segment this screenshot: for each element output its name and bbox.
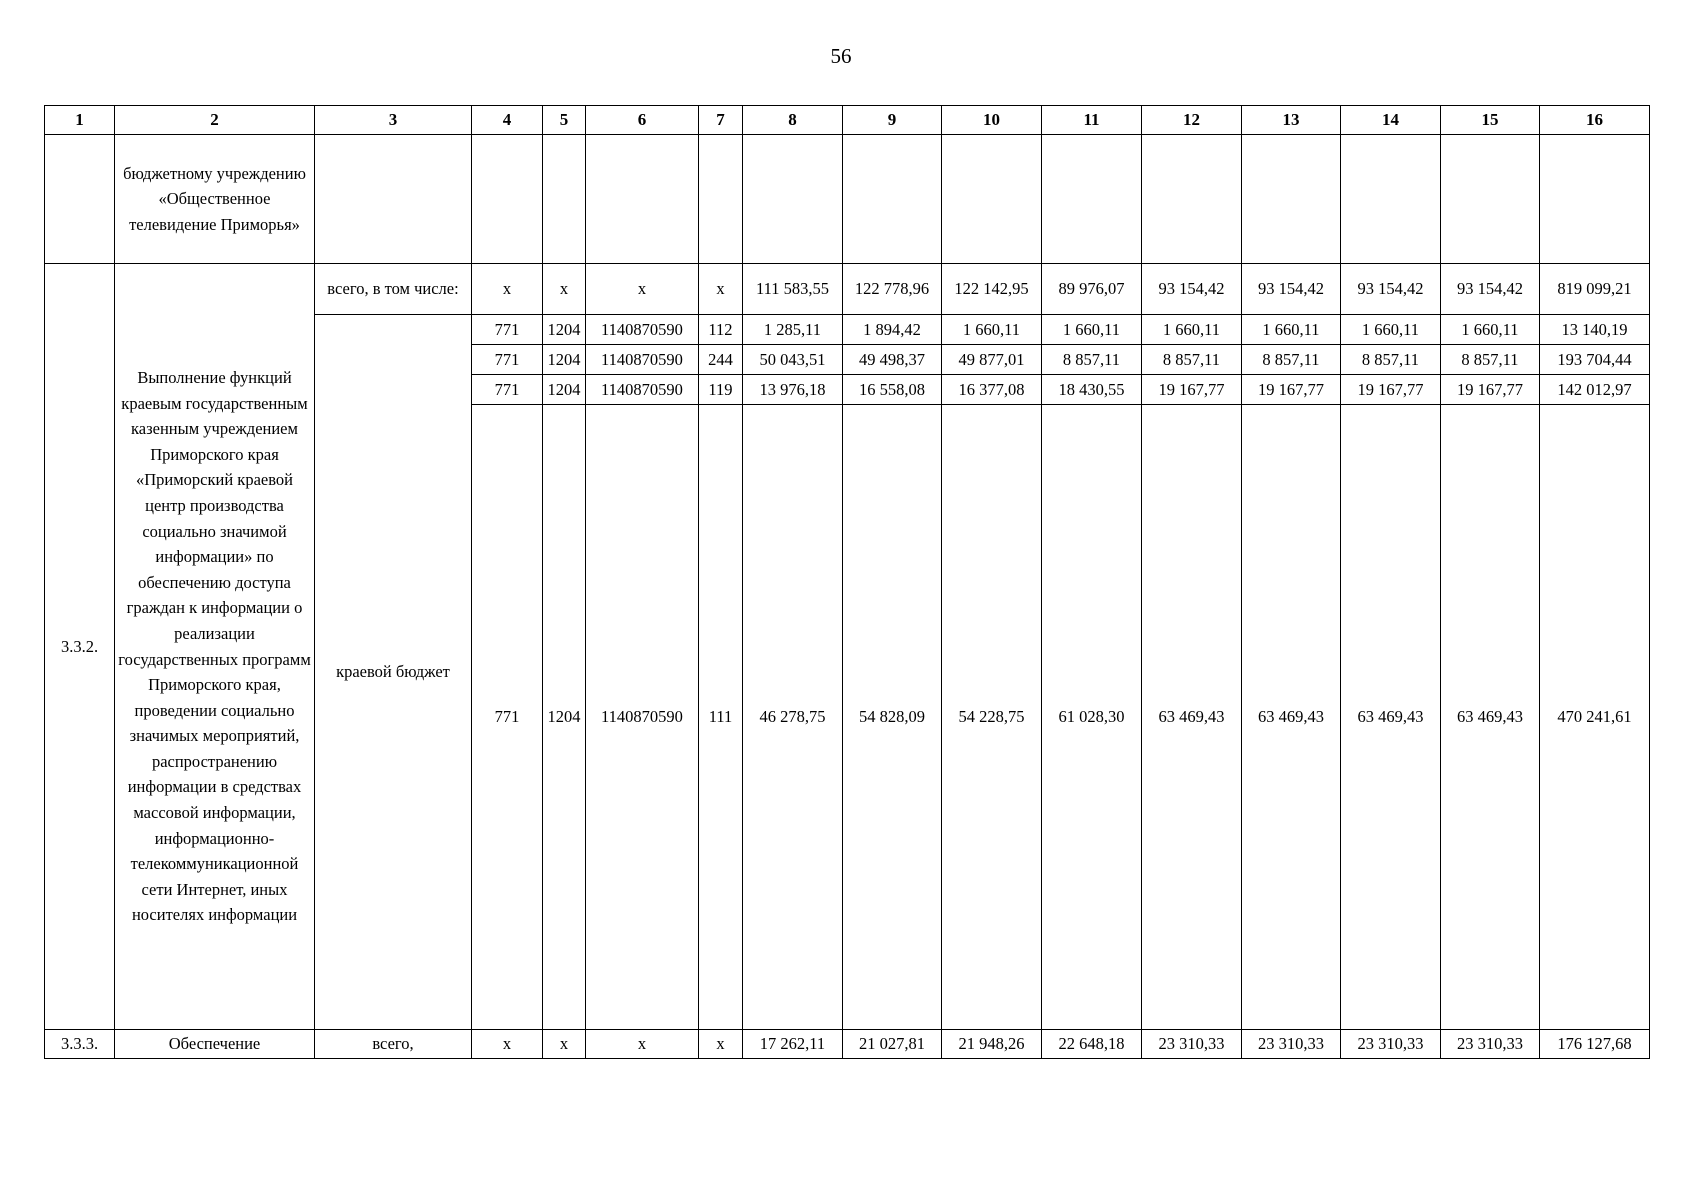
table-cell: 1204 [543, 375, 586, 405]
table-cell: 89 976,07 [1042, 264, 1142, 315]
table-cell: 8 857,11 [1441, 345, 1540, 375]
table-cell: 1 894,42 [843, 315, 942, 345]
table-cell: 771 [472, 375, 543, 405]
budget-table [44, 105, 1650, 1059]
table-cell: 63 469,43 [1441, 405, 1540, 1030]
column-header: 12 [1142, 106, 1242, 135]
table-cell: x [699, 1030, 743, 1059]
table-cell: 819 099,21 [1540, 264, 1650, 315]
column-header: 10 [942, 106, 1042, 135]
table-cell: 50 043,51 [743, 345, 843, 375]
table-cell: 1140870590 [586, 375, 699, 405]
intro-description: бюджетному учреждению «Общественное телевидение Приморья» [115, 135, 315, 264]
table-cell: 63 469,43 [1341, 405, 1441, 1030]
column-header: 16 [1540, 106, 1650, 135]
table-cell: x [543, 1030, 586, 1059]
table-cell: 21 027,81 [843, 1030, 942, 1059]
table-cell: x [472, 264, 543, 315]
column-header: 9 [843, 106, 942, 135]
column-header: 5 [543, 106, 586, 135]
table-cell: 19 167,77 [1142, 375, 1242, 405]
column-header: 6 [586, 106, 699, 135]
table-cell: 23 310,33 [1242, 1030, 1341, 1059]
table-cell: 49 498,37 [843, 345, 942, 375]
section-index-333: 3.3.3. [45, 1030, 115, 1059]
table-cell: 1 660,11 [1441, 315, 1540, 345]
table-cell: 142 012,97 [1540, 375, 1650, 405]
table-cell: 54 828,09 [843, 405, 942, 1030]
section-description-333: Обеспечение [115, 1030, 315, 1059]
table-cell: 16 377,08 [942, 375, 1042, 405]
table-cell: 23 310,33 [1441, 1030, 1540, 1059]
source-label-332: краевой бюджет [315, 315, 472, 1030]
table-cell: 119 [699, 375, 743, 405]
table-cell: 13 976,18 [743, 375, 843, 405]
column-header: 4 [472, 106, 543, 135]
table-cell: 8 857,11 [1242, 345, 1341, 375]
table-cell: 771 [472, 405, 543, 1030]
section-description-332: Выполнение функций краевым государственным казенным учреждением Приморского края «Приморский краевой центр производства социально значимой информации» по обеспечению доступа граждан к информации о реализации государственных программ Приморского края, проведении социально значимых мероприятий, распространению информации в средствах массовой информации, информационно-телекоммуникационной сети Интернет, иных носителях информации [115, 264, 315, 1030]
table-cell: 1140870590 [586, 315, 699, 345]
total-label-332: всего, в том числе: [315, 264, 472, 315]
table-cell: x [472, 1030, 543, 1059]
table-cell: 1 660,11 [942, 315, 1042, 345]
table-cell: 176 127,68 [1540, 1030, 1650, 1059]
column-header: 7 [699, 106, 743, 135]
table-cell: 93 154,42 [1341, 264, 1441, 315]
column-header: 8 [743, 106, 843, 135]
table-header-row [45, 106, 1650, 135]
table-cell: 22 648,18 [1042, 1030, 1142, 1059]
table-cell: 93 154,42 [1441, 264, 1540, 315]
table-cell: 21 948,26 [942, 1030, 1042, 1059]
table-cell: 19 167,77 [1441, 375, 1540, 405]
table-cell: 1204 [543, 315, 586, 345]
table-cell: 17 262,11 [743, 1030, 843, 1059]
table-cell: 18 430,55 [1042, 375, 1142, 405]
table-row-333-total [45, 1030, 1650, 1059]
table-cell: 46 278,75 [743, 405, 843, 1030]
table-cell: 8 857,11 [1341, 345, 1441, 375]
table-cell: 111 583,55 [743, 264, 843, 315]
intro-cell-1 [45, 135, 115, 264]
column-header: 13 [1242, 106, 1341, 135]
column-header: 11 [1042, 106, 1142, 135]
table-cell: 23 310,33 [1341, 1030, 1441, 1059]
table-cell: 23 310,33 [1142, 1030, 1242, 1059]
table-cell: 13 140,19 [1540, 315, 1650, 345]
column-header: 3 [315, 106, 472, 135]
table-cell: 771 [472, 345, 543, 375]
table-row-intro [45, 135, 1650, 264]
table-cell: x [543, 264, 586, 315]
section-index-332: 3.3.2. [45, 264, 115, 1030]
table-cell: x [699, 264, 743, 315]
table-cell: 470 241,61 [1540, 405, 1650, 1030]
page-number: 56 [830, 44, 852, 68]
table-cell: 1140870590 [586, 345, 699, 375]
table-cell: 93 154,42 [1242, 264, 1341, 315]
table-cell: x [586, 1030, 699, 1059]
table-cell: 244 [699, 345, 743, 375]
table-cell: 1 660,11 [1341, 315, 1441, 345]
table-cell: 1204 [543, 405, 586, 1030]
table-cell: 122 142,95 [942, 264, 1042, 315]
column-header: 15 [1441, 106, 1540, 135]
table-cell: 1 660,11 [1142, 315, 1242, 345]
table-cell: 61 028,30 [1042, 405, 1142, 1030]
table-cell: 16 558,08 [843, 375, 942, 405]
table-cell: 1 660,11 [1042, 315, 1142, 345]
table-cell: 19 167,77 [1242, 375, 1341, 405]
column-header: 14 [1341, 106, 1441, 135]
table-cell: 1 660,11 [1242, 315, 1341, 345]
table-cell: 122 778,96 [843, 264, 942, 315]
table-cell: 8 857,11 [1042, 345, 1142, 375]
table-cell: 54 228,75 [942, 405, 1042, 1030]
table-cell: 19 167,77 [1341, 375, 1441, 405]
table-cell: 111 [699, 405, 743, 1030]
table-cell: 93 154,42 [1142, 264, 1242, 315]
table-cell: 193 704,44 [1540, 345, 1650, 375]
column-header: 2 [115, 106, 315, 135]
table-cell: 63 469,43 [1142, 405, 1242, 1030]
table-cell: 1204 [543, 345, 586, 375]
column-header: 1 [45, 106, 115, 135]
total-label-333: всего, [315, 1030, 472, 1059]
table-cell: 1 285,11 [743, 315, 843, 345]
table-cell: 771 [472, 315, 543, 345]
table-cell: 49 877,01 [942, 345, 1042, 375]
table-cell: x [586, 264, 699, 315]
table-cell: 8 857,11 [1142, 345, 1242, 375]
table-cell: 63 469,43 [1242, 405, 1341, 1030]
table-cell: 1140870590 [586, 405, 699, 1030]
table-cell: 112 [699, 315, 743, 345]
table-row-332-total [45, 264, 1650, 315]
